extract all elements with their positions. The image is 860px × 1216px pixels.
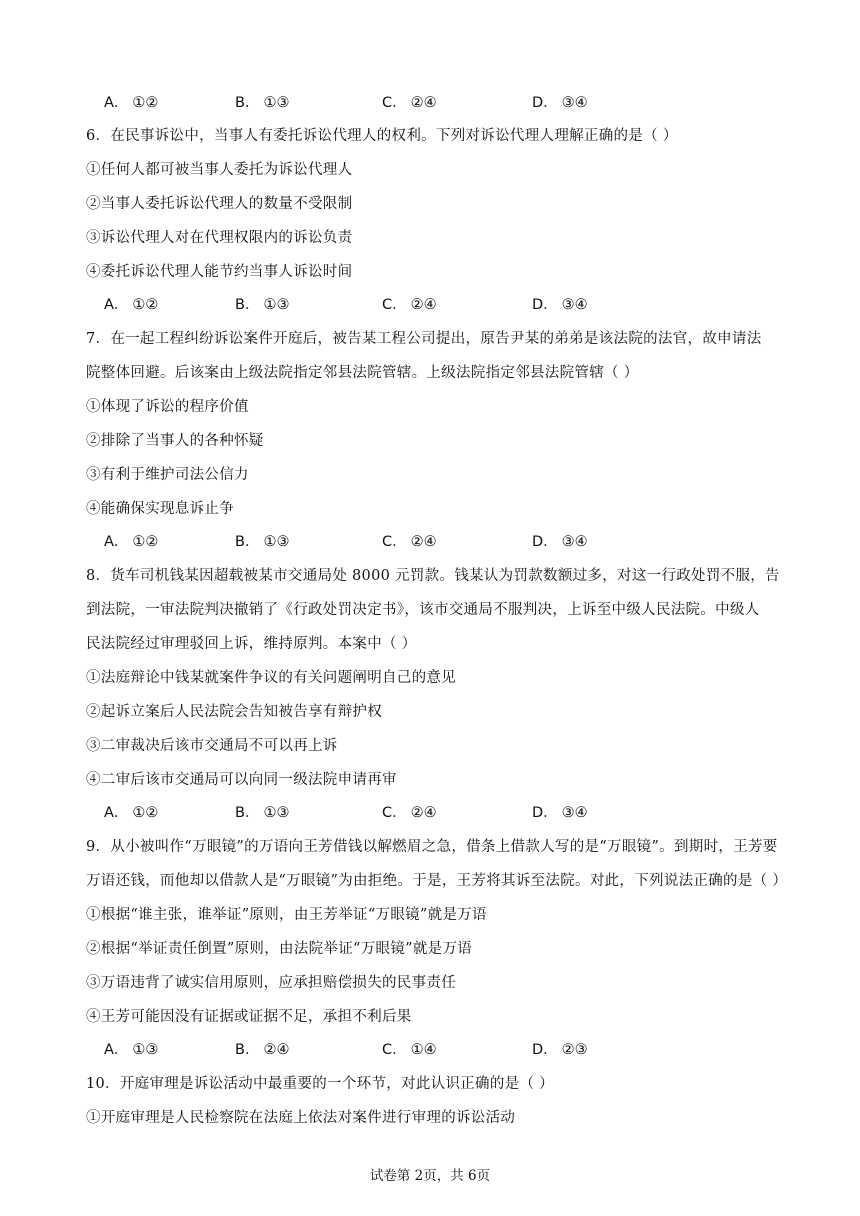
q8-statement-2: ②起诉立案后人民法院会告知被告享有辩护权 [86, 704, 382, 720]
q5-option-d: D． ③④ [532, 95, 588, 111]
q6-option-b: B． ①③ [235, 297, 290, 313]
q7-option-c: C． ②④ [382, 534, 437, 550]
q9-statement-4: ④王芳可能因没有证据或证据不足，承担不利后果 [86, 1009, 412, 1025]
page-footer: 试卷第 2页，共 6页 [369, 1168, 491, 1184]
q8-statement-3: ③二审裁决后该市交通局不可以再上诉 [86, 738, 338, 754]
q7-statement-4: ④能确保实现息诉止争 [86, 501, 234, 517]
q6-statement-1: ①任何人都可被当事人委托为诉讼代理人 [86, 162, 353, 178]
q7-statement-2: ②排除了当事人的各种怀疑 [86, 433, 264, 449]
q8-option-c: C． ②④ [382, 805, 437, 821]
q6-option-d: D． ③④ [532, 297, 588, 313]
q9-options [104, 1038, 744, 1058]
q7-stem-line-2: 院整体回避。后该案由上级法院指定邻县法院管辖。上级法院指定邻县法院管辖（ ） [86, 365, 639, 381]
q9-statement-1: ①根据“谁主张，谁举证”原则，由王芳举证“万眼镜”就是万语 [86, 907, 487, 923]
q9-option-c: C． ①④ [382, 1042, 437, 1058]
q9-option-a: A． ①③ [104, 1042, 159, 1058]
q9-option-d: D． ②③ [532, 1042, 588, 1058]
q7-stem-line-1: 7．在一起工程纠纷诉讼案件开庭后，被告某工程公司提出，原告尹某的弟弟是该法院的法官，故申请法 [86, 331, 762, 347]
q7-options [104, 530, 744, 550]
q8-statement-1: ①法庭辩论中钱某就案件争议的有关问题阐明自己的意见 [86, 670, 456, 686]
q10-stem: 10．开庭审理是诉讼活动中最重要的一个环节，对此认识正确的是（ ） [86, 1076, 554, 1092]
q7-option-d: D． ③④ [532, 534, 588, 550]
q5-option-b: B． ①③ [235, 95, 290, 111]
q9-option-b: B． ②④ [235, 1042, 290, 1058]
q9-statement-3: ③万语违背了诚实信用原则，应承担赔偿损失的民事责任 [86, 975, 456, 991]
q6-stem: 6．在民事诉讼中，当事人有委托诉讼代理人的权利。下列对诉讼代理人理解正确的是（ ） [86, 128, 678, 144]
q7-statement-3: ③有利于维护司法公信力 [86, 467, 249, 483]
q6-option-a: A． ①② [104, 297, 159, 313]
q6-statement-3: ③诉讼代理人对在代理权限内的诉讼负责 [86, 230, 353, 246]
q8-option-b: B． ①③ [235, 805, 290, 821]
q6-options [104, 293, 744, 313]
q6-option-c: C． ②④ [382, 297, 437, 313]
q5-option-c: C． ②④ [382, 95, 437, 111]
q6-statement-2: ②当事人委托诉讼代理人的数量不受限制 [86, 196, 353, 212]
q8-option-d: D． ③④ [532, 805, 588, 821]
q6-statement-4: ④委托诉讼代理人能节约当事人诉讼时间 [86, 264, 353, 280]
q9-stem-line-1: 9．从小被叫作“万眼镜”的万语向王芳借钱以解燃眉之急，借条上借款人写的是“万眼镜”。到期时，王芳要 [86, 839, 778, 855]
q8-stem-line-3: 民法院经过审理驳回上诉，维持原判。本案中（ ） [86, 636, 417, 652]
q7-statement-1: ①体现了诉讼的程序价值 [86, 399, 249, 415]
q9-statement-2: ②根据“举证责任倒置”原则，由法院举证“万眼镜”就是万语 [86, 941, 473, 957]
q8-stem-line-2: 到法院，一审法院判决撤销了《行政处罚决定书》，该市交通局不服判决，上诉至中级人民法院。中级人 [86, 602, 760, 618]
q8-option-a: A． ①② [104, 805, 159, 821]
q8-statement-4: ④二审后该市交通局可以向同一级法院申请再审 [86, 772, 397, 788]
q8-options [104, 801, 744, 821]
q7-option-a: A． ①② [104, 534, 159, 550]
q9-stem-line-2: 万语还钱，而他却以借款人是“万眼镜”为由拒绝。于是，王芳将其诉至法院。对此，下列说法正确的是（ ） [86, 873, 788, 889]
q8-stem-line-1: 8．货车司机钱某因超载被某市交通局处 8000 元罚款。钱某认为罚款数额过多，对这一行政处罚不服，告 [86, 568, 780, 584]
q5-option-a: A． ①② [104, 95, 159, 111]
q7-option-b: B． ①③ [235, 534, 290, 550]
q5-options [104, 91, 744, 111]
q10-statement-1: ①开庭审理是人民检察院在法庭上依法对案件进行审理的诉讼活动 [86, 1110, 516, 1126]
